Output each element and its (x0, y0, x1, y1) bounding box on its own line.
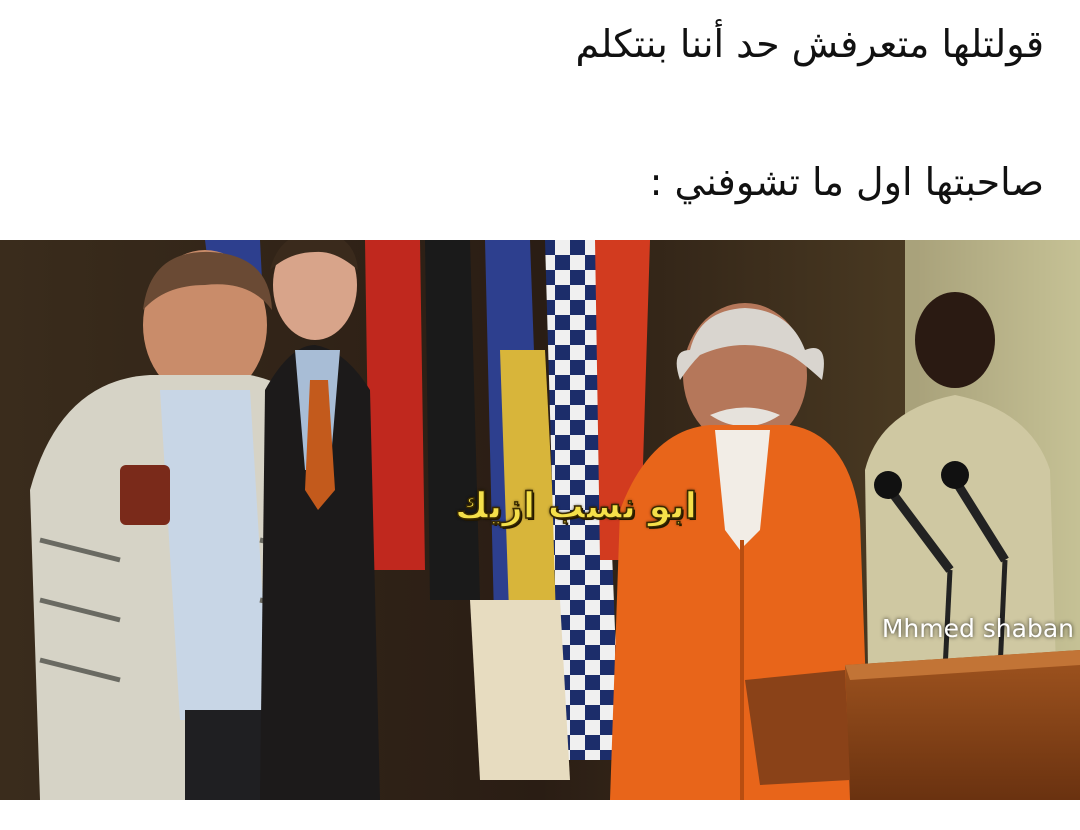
watermark: Mhmed shaban (881, 614, 1074, 643)
caption-line-2: صاحبتها اول ما تشوفني : (649, 160, 1044, 204)
photo-subtitle: ابو نسب ازيك (455, 486, 697, 527)
caption-line-1: قولتلها متعرفش حد أننا بنتكلم (575, 22, 1044, 66)
meme-photo (0, 240, 1080, 800)
